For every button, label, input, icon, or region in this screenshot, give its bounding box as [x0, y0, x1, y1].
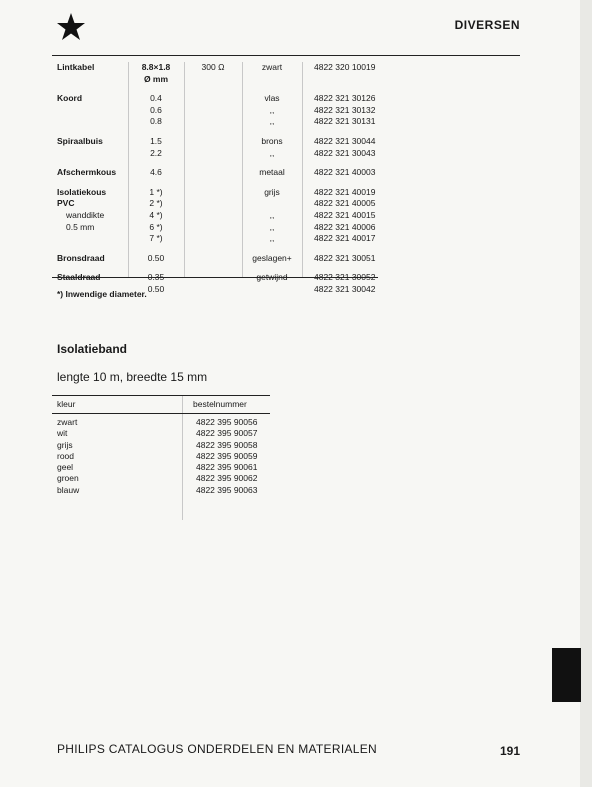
item-name [52, 233, 128, 245]
table-bottom-rule [52, 277, 378, 278]
item-size: 1.5 [150, 135, 162, 146]
tape-order-number: 4822 395 90063 [196, 484, 258, 495]
item-name: Bronsdraad [57, 252, 105, 263]
item-impedance [184, 233, 242, 245]
item-name: wanddikte [66, 209, 105, 220]
item-name [52, 148, 128, 160]
item-color: vlas [264, 93, 280, 104]
column-divider [182, 414, 183, 520]
tape-color: wit [57, 428, 68, 439]
tape-order-number: 4822 395 90056 [196, 417, 258, 427]
tape-color: zwart [57, 417, 78, 427]
tape-order-number: 4822 395 90058 [196, 439, 258, 450]
table-header-row [52, 396, 270, 413]
item-size: 7 *) [149, 233, 163, 244]
item-name [52, 105, 128, 117]
isolatieband-table [52, 395, 270, 496]
footer-text: PHILIPS CATALOGUS ONDERDELEN EN MATERIALEN [57, 742, 377, 756]
item-order-number: 4822 321 40006 [314, 221, 376, 232]
column-divider [302, 62, 303, 277]
item-name: Afschermkous [57, 167, 117, 178]
item-color [242, 272, 302, 284]
item-impedance [184, 187, 242, 199]
footnote: *) Inwendige diameter. [57, 289, 147, 299]
item-order-number: 4822 321 30044 [314, 135, 376, 146]
item-impedance [184, 148, 242, 160]
item-name: Lintkabel [57, 62, 95, 72]
item-order-number: 4822 320 10019 [314, 62, 376, 72]
section-title: DIVERSEN [454, 18, 520, 32]
tape-order-number: 4822 395 90062 [196, 473, 258, 484]
table-row [52, 428, 270, 439]
item-color: ,, [269, 116, 275, 127]
item-impedance [184, 284, 242, 296]
table-row [52, 62, 378, 74]
header-kleur: kleur [57, 399, 76, 409]
section-subtitle: lengte 10 m, breedte 15 mm [57, 370, 208, 384]
table-row [52, 136, 378, 148]
item-order-number: 4822 321 30131 [314, 116, 376, 127]
item-color: ,, [269, 221, 275, 232]
column-divider [242, 62, 243, 277]
item-size: 8.8×1.8 [141, 62, 171, 72]
tape-color: grijs [57, 439, 73, 450]
tape-color: geel [57, 462, 74, 473]
column-divider [184, 62, 185, 277]
item-order-number [302, 74, 378, 86]
table-row [52, 105, 378, 117]
star-icon [55, 12, 87, 42]
item-impedance [184, 74, 242, 86]
thumb-index-tab [552, 648, 581, 702]
tape-order-number: 4822 395 90061 [196, 462, 258, 473]
table-row [52, 473, 270, 484]
page-edge-shadow [580, 0, 592, 787]
table-row [52, 222, 378, 234]
table-row [52, 198, 378, 210]
item-size: 0.4 [150, 93, 162, 104]
parts-table [52, 62, 378, 296]
item-order-number: 4822 321 30126 [314, 93, 376, 104]
tape-order-number: 4822 395 90059 [196, 450, 258, 461]
tape-color: rood [57, 450, 75, 461]
table-row [52, 74, 378, 86]
item-color: metaal [259, 167, 285, 178]
item-size: 1 *) [149, 186, 163, 197]
item-impedance [184, 222, 242, 234]
item-size: 2.2 [150, 147, 162, 158]
item-name [52, 272, 128, 284]
table-row [52, 417, 270, 428]
table-row [52, 167, 378, 179]
item-name: PVC [57, 198, 75, 209]
section-heading: Isolatieband [57, 342, 128, 356]
item-name: Spiraalbuis [57, 135, 103, 146]
table-row [52, 272, 378, 284]
column-divider [128, 62, 129, 277]
tape-color: groen [57, 473, 79, 484]
item-color [242, 74, 302, 86]
item-impedance [184, 93, 242, 105]
item-impedance [184, 136, 242, 148]
item-color: ,, [269, 147, 275, 158]
page-number: 191 [500, 744, 521, 758]
item-color: ,, [269, 233, 275, 244]
item-color: zwart [261, 62, 283, 72]
item-impedance: 300 Ω [201, 62, 225, 72]
item-order-number: 4822 321 30043 [314, 147, 376, 158]
item-impedance [184, 167, 242, 179]
item-order-number: 4822 321 40005 [314, 198, 376, 209]
table-row [52, 440, 270, 451]
item-name: Koord [57, 93, 83, 104]
item-impedance [184, 210, 242, 222]
table-row [52, 148, 378, 160]
item-color: ,, [269, 209, 275, 220]
table-row [52, 210, 378, 222]
item-order-number: 4822 321 30132 [314, 104, 376, 115]
item-impedance [184, 116, 242, 128]
item-order-number: 4822 321 40015 [314, 209, 376, 220]
table-body [52, 414, 270, 496]
item-size: Ø mm [143, 73, 169, 84]
item-name: Isolatiekous [57, 186, 107, 197]
item-size: 0.8 [150, 116, 162, 127]
item-size [128, 272, 184, 284]
item-size: 0.6 [150, 104, 162, 115]
tape-order-number: 4822 395 90057 [196, 428, 258, 439]
header-bestelnummer: bestelnummer [182, 396, 270, 413]
item-color: brons [261, 135, 283, 146]
item-impedance [184, 272, 242, 284]
tape-color: blauw [57, 484, 80, 495]
item-order-number: 4822 321 40017 [314, 233, 376, 244]
item-order-number: 4822 321 30051 [314, 252, 376, 263]
item-impedance [184, 105, 242, 117]
table-row [52, 116, 378, 128]
item-impedance [184, 253, 242, 265]
item-size: 4.6 [150, 167, 162, 178]
table-row [52, 253, 378, 265]
item-impedance [184, 198, 242, 210]
item-color: grijs [264, 186, 280, 197]
table-row [52, 233, 378, 245]
item-size: 2 *) [149, 198, 163, 209]
item-size: 0.50 [147, 283, 165, 294]
table-row [52, 93, 378, 105]
table-row [52, 485, 270, 496]
item-size: 4 *) [149, 209, 163, 220]
item-name [52, 116, 128, 128]
item-order-number: 4822 321 40019 [314, 186, 376, 197]
item-name: 0.5 mm [66, 221, 95, 232]
table-row [52, 451, 270, 462]
item-color [242, 198, 302, 210]
item-order-number: 4822 321 40003 [314, 167, 376, 178]
item-color: ,, [269, 104, 275, 115]
item-order-number: 4822 321 30042 [314, 283, 376, 294]
top-rule [52, 55, 520, 56]
item-color: geslagen+ [252, 252, 292, 263]
item-order-number [302, 272, 378, 284]
item-size: 0.50 [147, 252, 165, 263]
table-row [52, 462, 270, 473]
item-name [52, 74, 128, 86]
item-size: 6 *) [149, 221, 163, 232]
table-row [52, 187, 378, 199]
item-color [242, 284, 302, 296]
